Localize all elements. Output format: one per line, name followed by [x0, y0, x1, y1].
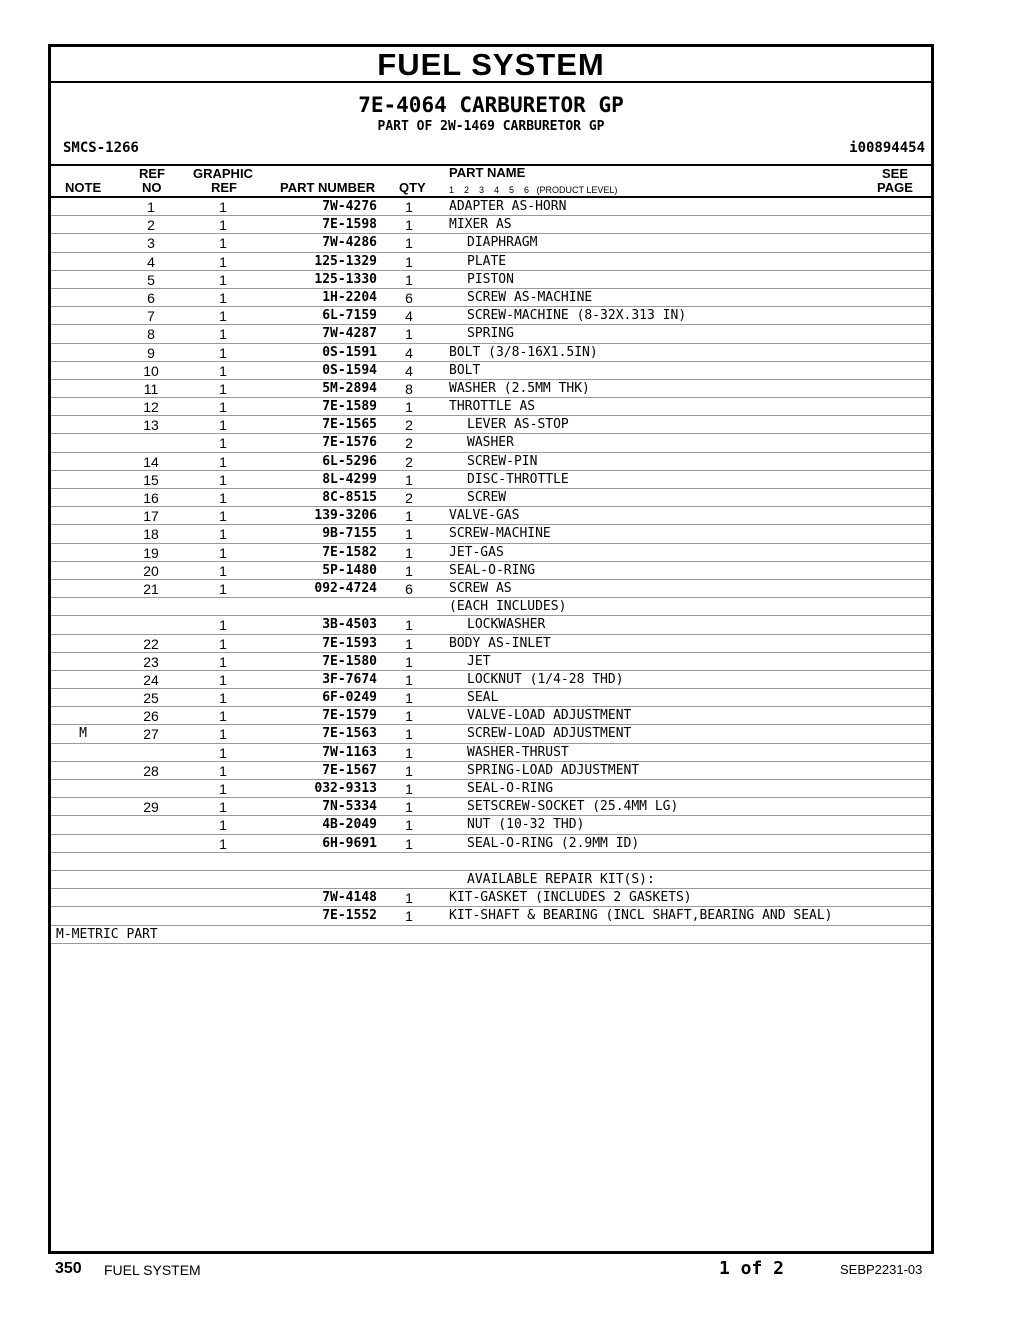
part-number-cell: 7W-4287: [322, 326, 377, 342]
ref-no-cell: 6: [147, 289, 155, 306]
part-name-cell: VALVE-LOAD ADJUSTMENT: [467, 708, 632, 724]
part-name-cell: SCREW-MACHINE: [449, 526, 551, 542]
part-number-cell: 7E-1576: [322, 435, 377, 451]
illustration-id: i00894454: [849, 140, 925, 156]
part-name-cell: AVAILABLE REPAIR KIT(S):: [467, 871, 655, 887]
graphic-ref-cell: 1: [219, 471, 227, 488]
part-name-cell: SEAL-O-RING (2.9MM ID): [467, 835, 640, 851]
table-row: [51, 816, 931, 834]
part-name-cell: SETSCREW-SOCKET (25.4MM LG): [467, 799, 679, 815]
footer-doc-id: SEBP2231-03: [840, 1262, 923, 1277]
graphic-ref-cell: 1: [219, 562, 227, 579]
qty-cell: 1: [405, 835, 413, 852]
ref-no-cell: 4: [147, 253, 155, 270]
footnote-text: M-METRIC PART: [56, 926, 158, 942]
qty-cell: 1: [405, 399, 413, 416]
qty-cell: 1: [405, 690, 413, 707]
part-number-cell: 6H-9691: [322, 835, 377, 851]
part-name-cell: SCREW AS: [449, 580, 512, 596]
group-subtitle: PART OF 2W-1469 CARBURETOR GP: [377, 119, 605, 134]
header-product-level: 1 2 3 4 5 6 (PRODUCT LEVEL): [449, 185, 618, 195]
ref-no-cell: 26: [143, 708, 159, 725]
page-footer: [0, 1258, 1020, 1288]
table-row: [51, 234, 931, 252]
graphic-ref-cell: 1: [219, 817, 227, 834]
part-number-cell: 139-3206: [314, 508, 377, 524]
part-number-cell: 7E-1552: [322, 908, 377, 924]
ref-no-cell: 13: [143, 417, 159, 434]
part-number-cell: 7E-1563: [322, 726, 377, 742]
part-name-cell: LOCKWASHER: [467, 617, 546, 633]
table-row: [51, 635, 931, 653]
part-number-cell: 7E-1567: [322, 762, 377, 778]
part-number-cell: 7E-1598: [322, 217, 377, 233]
ref-no-cell: 11: [143, 380, 159, 397]
part-name-cell: JET: [467, 653, 491, 669]
part-number-cell: 3B-4503: [322, 617, 377, 633]
graphic-ref-cell: 1: [219, 380, 227, 397]
part-name-cell: WASHER (2.5MM THK): [449, 380, 590, 396]
table-row: [51, 707, 931, 725]
qty-cell: 1: [405, 708, 413, 725]
table-row: [51, 398, 931, 416]
table-row: [51, 489, 931, 507]
qty-cell: 2: [405, 417, 413, 434]
ref-no-cell: 14: [143, 453, 159, 470]
ref-no-cell: 21: [143, 580, 159, 597]
part-number-cell: 7E-1589: [322, 399, 377, 415]
header-ref-2: NO: [142, 180, 162, 195]
table-row: [51, 253, 931, 271]
part-number-cell: 9B-7155: [322, 526, 377, 542]
footnote-row: [51, 926, 931, 944]
table-row: [51, 453, 931, 471]
graphic-ref-cell: 1: [219, 580, 227, 597]
table-row: [51, 307, 931, 325]
part-name-cell: SCREW-PIN: [467, 453, 538, 469]
graphic-ref-cell: 1: [219, 671, 227, 688]
part-name-cell: SCREW AS-MACHINE: [467, 289, 593, 305]
header-part-number: PART NUMBER: [280, 180, 376, 195]
graphic-ref-cell: 1: [219, 253, 227, 270]
table-row: [51, 525, 931, 543]
graphic-ref-cell: 1: [219, 235, 227, 252]
qty-cell: 1: [405, 235, 413, 252]
ref-no-cell: 18: [143, 526, 159, 543]
ref-no-cell: 22: [143, 635, 159, 652]
part-name-cell: SEAL-O-RING: [467, 781, 554, 796]
table-row: [51, 762, 931, 780]
qty-cell: 6: [405, 580, 413, 597]
qty-cell: 1: [405, 744, 413, 761]
note-cell: M: [79, 726, 87, 742]
ref-no-cell: 3: [147, 235, 155, 252]
qty-cell: 4: [405, 344, 413, 361]
table-row: [51, 544, 931, 562]
graphic-ref-cell: 1: [219, 326, 227, 343]
section-title: FUEL SYSTEM: [51, 47, 931, 83]
part-number-cell: 7W-1163: [322, 744, 377, 760]
qty-cell: 2: [405, 435, 413, 452]
qty-cell: 6: [405, 289, 413, 306]
parts-page-frame: [48, 44, 934, 1254]
graphic-ref-cell: 1: [219, 781, 227, 797]
ref-no-cell: 25: [143, 690, 159, 707]
part-name-cell: BOLT: [449, 362, 481, 378]
part-name-cell: LOCKNUT (1/4-28 THD): [467, 671, 624, 687]
ref-no-cell: 8: [147, 326, 155, 343]
part-number-cell: 7W-4286: [322, 235, 377, 251]
graphic-ref-cell: 1: [219, 835, 227, 852]
part-number-cell: 0S-1591: [322, 344, 377, 360]
part-number-cell: 5P-1480: [322, 562, 377, 578]
graphic-ref-cell: 1: [219, 744, 227, 761]
ref-no-cell: 28: [143, 762, 159, 779]
graphic-ref-cell: 1: [219, 362, 227, 379]
qty-cell: 2: [405, 490, 413, 506]
graphic-ref-cell: 1: [219, 508, 227, 525]
graphic-ref-cell: 1: [219, 399, 227, 416]
qty-cell: 4: [405, 308, 413, 325]
graphic-ref-cell: 1: [219, 490, 227, 506]
part-number-cell: 7E-1565: [322, 417, 377, 433]
part-number-cell: 4B-2049: [322, 817, 377, 833]
graphic-ref-cell: 1: [219, 653, 227, 670]
table-row: [51, 744, 931, 762]
qty-cell: 1: [405, 617, 413, 634]
part-name-cell: WASHER: [467, 435, 514, 451]
footer-page-of: 1 of 2: [719, 1258, 785, 1279]
qty-cell: 1: [405, 799, 413, 816]
part-number-cell: 3F-7674: [322, 671, 377, 687]
graphic-ref-cell: 1: [219, 435, 227, 452]
ref-no-cell: 23: [143, 653, 159, 670]
footer-section: FUEL SYSTEM: [104, 1262, 201, 1278]
part-name-cell: BOLT (3/8-16X1.5IN): [449, 344, 598, 360]
qty-cell: 4: [405, 362, 413, 379]
part-name-cell: SCREW: [467, 490, 507, 505]
part-name-cell: MIXER AS: [449, 217, 512, 233]
graphic-ref-cell: 1: [219, 799, 227, 816]
ref-no-cell: 19: [143, 544, 159, 561]
graphic-ref-cell: 1: [219, 708, 227, 725]
part-name-cell: SCREW-LOAD ADJUSTMENT: [467, 726, 632, 742]
footnote-section: [51, 926, 931, 944]
table-row: [51, 653, 931, 671]
qty-cell: 1: [405, 653, 413, 670]
table-row: [51, 507, 931, 525]
part-number-cell: 1H-2204: [322, 289, 377, 305]
table-row: [51, 380, 931, 398]
table-row: [51, 216, 931, 234]
part-number-cell: 7N-5334: [322, 799, 377, 815]
table-header: [51, 164, 931, 198]
ref-no-cell: 5: [147, 271, 155, 288]
graphic-ref-cell: 1: [219, 199, 227, 215]
qty-cell: 1: [405, 562, 413, 579]
part-number-cell: 7E-1579: [322, 708, 377, 724]
ref-no-cell: 9: [147, 344, 155, 361]
table-row: [51, 853, 931, 871]
qty-cell: 8: [405, 380, 413, 397]
graphic-ref-cell: 1: [219, 690, 227, 707]
table-row: [51, 344, 931, 362]
part-number-cell: 125-1329: [314, 253, 377, 269]
qty-cell: 1: [405, 471, 413, 488]
part-name-cell: DIAPHRAGM: [467, 235, 538, 251]
part-number-cell: 7W-4148: [322, 890, 377, 906]
part-number-cell: 6L-7159: [322, 308, 377, 324]
qty-cell: 1: [405, 326, 413, 343]
part-name-cell: (EACH INCLUDES): [449, 599, 567, 615]
part-name-cell: WASHER-THRUST: [467, 744, 569, 760]
table-row: [51, 689, 931, 707]
header-ref-1: REF: [139, 166, 165, 181]
ref-no-cell: 15: [143, 471, 159, 488]
part-number-cell: 6L-5296: [322, 453, 377, 469]
table-row: [51, 671, 931, 689]
header-graphic-2: REF: [211, 180, 237, 195]
table-row: [51, 598, 931, 616]
ref-no-cell: 29: [143, 799, 159, 816]
part-number-cell: 7E-1582: [322, 544, 377, 560]
table-row: [51, 471, 931, 489]
part-name-cell: SEAL-O-RING: [449, 562, 536, 578]
table-row: [51, 416, 931, 434]
header-see-1: SEE: [882, 166, 909, 181]
graphic-ref-cell: 1: [219, 617, 227, 634]
graphic-ref-cell: 1: [219, 289, 227, 306]
parts-table-body: [51, 198, 931, 926]
part-name-cell: SCREW-MACHINE (8-32X.313 IN): [467, 308, 687, 324]
part-number-cell: 7W-4276: [322, 199, 377, 214]
ref-no-cell: 10: [143, 362, 159, 379]
graphic-ref-cell: 1: [219, 526, 227, 543]
table-row: [51, 798, 931, 816]
header-part-name: PART NAME: [449, 165, 526, 180]
part-number-cell: 8L-4299: [322, 471, 377, 487]
part-number-cell: 7E-1593: [322, 635, 377, 651]
graphic-ref-cell: 1: [219, 635, 227, 652]
part-name-cell: SPRING: [467, 326, 514, 342]
table-row: [51, 289, 931, 307]
part-number-cell: 032-9313: [314, 781, 377, 796]
part-name-cell: DISC-THROTTLE: [467, 471, 569, 487]
ref-no-cell: 2: [147, 217, 155, 234]
group-title: 7E-4064 CARBURETOR GP: [358, 93, 624, 117]
graphic-ref-cell: 1: [219, 726, 227, 743]
qty-cell: 1: [405, 253, 413, 270]
header-qty: QTY: [399, 180, 426, 195]
graphic-ref-cell: 1: [219, 762, 227, 779]
part-name-cell: LEVER AS-STOP: [467, 417, 569, 433]
qty-cell: 1: [405, 781, 413, 797]
graphic-ref-cell: 1: [219, 344, 227, 361]
table-row: [51, 871, 931, 889]
qty-cell: 1: [405, 199, 413, 215]
table-row: [51, 889, 931, 907]
part-number-cell: 092-4724: [314, 580, 377, 596]
graphic-ref-cell: 1: [219, 271, 227, 288]
part-name-cell: SPRING-LOAD ADJUSTMENT: [467, 762, 640, 778]
qty-cell: 1: [405, 908, 413, 925]
ref-no-cell: 17: [143, 508, 159, 525]
ref-no-cell: 7: [147, 308, 155, 325]
part-number-cell: 0S-1594: [322, 362, 377, 378]
part-name-cell: ADAPTER AS-HORN: [449, 199, 567, 214]
ref-no-cell: 27: [143, 726, 159, 743]
ref-no-cell: 16: [143, 490, 159, 506]
qty-cell: 1: [405, 635, 413, 652]
table-row: [51, 434, 931, 452]
graphic-ref-cell: 1: [219, 417, 227, 434]
table-row: [51, 198, 931, 216]
part-name-cell: BODY AS-INLET: [449, 635, 551, 651]
part-number-cell: 5M-2894: [322, 380, 377, 396]
table-row: [51, 271, 931, 289]
qty-cell: 1: [405, 890, 413, 907]
part-name-cell: KIT-SHAFT & BEARING (INCL SHAFT,BEARING AND SEAL): [449, 908, 833, 924]
qty-cell: 1: [405, 508, 413, 525]
header-graphic-1: GRAPHIC: [193, 166, 253, 181]
graphic-ref-cell: 1: [219, 453, 227, 470]
table-row: [51, 616, 931, 634]
table-row: [51, 562, 931, 580]
part-number-cell: 8C-8515: [322, 490, 377, 505]
ref-no-cell: 20: [143, 562, 159, 579]
qty-cell: 1: [405, 671, 413, 688]
qty-cell: 1: [405, 726, 413, 743]
part-number-cell: 125-1330: [314, 271, 377, 287]
qty-cell: 2: [405, 453, 413, 470]
part-name-cell: THROTTLE AS: [449, 399, 536, 415]
ref-no-cell: 24: [143, 671, 159, 688]
header-note: NOTE: [65, 180, 102, 195]
table-row: [51, 580, 931, 598]
part-name-cell: PISTON: [467, 271, 514, 287]
part-name-cell: NUT (10-32 THD): [467, 817, 585, 833]
graphic-ref-cell: 1: [219, 217, 227, 234]
graphic-ref-cell: 1: [219, 308, 227, 325]
table-row: [51, 780, 931, 798]
smcs-code: SMCS-1266: [63, 140, 139, 156]
graphic-ref-cell: 1: [219, 544, 227, 561]
qty-cell: 1: [405, 271, 413, 288]
table-row: [51, 907, 931, 925]
ref-no-cell: 1: [147, 199, 155, 215]
part-number-cell: 7E-1580: [322, 653, 377, 669]
qty-cell: 1: [405, 217, 413, 234]
qty-cell: 1: [405, 762, 413, 779]
part-name-cell: VALVE-GAS: [449, 508, 520, 524]
ref-no-cell: 12: [143, 399, 159, 416]
header-see-2: PAGE: [877, 180, 913, 195]
table-row: [51, 835, 931, 853]
qty-cell: 1: [405, 544, 413, 561]
qty-cell: 1: [405, 526, 413, 543]
part-name-cell: PLATE: [467, 253, 507, 269]
part-name-cell: JET-GAS: [449, 544, 504, 560]
part-name-cell: SEAL: [467, 690, 499, 706]
part-name-cell: KIT-GASKET (INCLUDES 2 GASKETS): [449, 890, 692, 906]
table-row: [51, 362, 931, 380]
qty-cell: 1: [405, 817, 413, 834]
footer-page-number: 350: [55, 1260, 82, 1277]
meta-row: [51, 136, 931, 164]
table-row: [51, 725, 931, 743]
table-row: [51, 325, 931, 343]
part-number-cell: 6F-0249: [322, 690, 377, 706]
